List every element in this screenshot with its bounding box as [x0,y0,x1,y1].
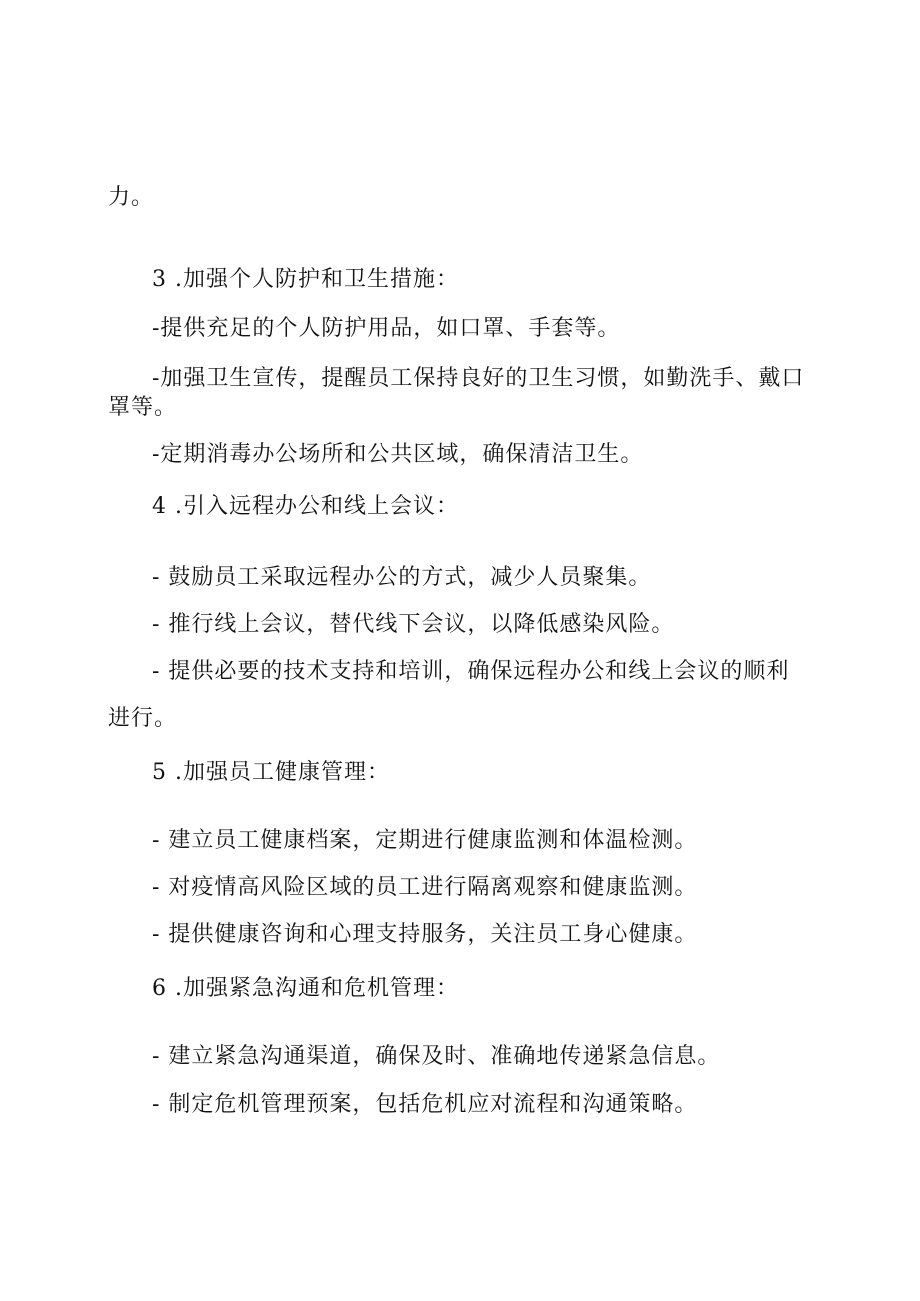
section-3-item-1: -提供充足的个人防护用品，如口罩、手套等。 [152,316,621,341]
section-6-item-1: - 建立紧急沟通渠道，确保及时、准确地传递紧急信息。 [152,1044,721,1069]
section-3-item-2: -加强卫生宣传，提醒员工保持良好的卫生习惯，如勤洗手、戴口 [152,366,805,391]
section-5-item-1: - 建立员工健康档案，定期进行健康监测和体温检测。 [152,828,698,853]
section-4-item-3-cont: 进行。 [108,706,178,731]
section-5-item-3: - 提供健康咨询和心理支持服务，关注员工身心健康。 [152,922,698,947]
section-3-item-3: -定期消毒办公场所和公共区域，确保清洁卫生。 [152,442,644,467]
section-6-heading: 6 .加强紧急沟通和危机管理： [152,976,459,1001]
section-4-heading: 4 .引入远程办公和线上会议： [152,494,459,519]
section-3-item-2-cont: 罩等。 [108,395,178,420]
continuation-text: 力。 [108,185,155,210]
section-3-heading: 3 .加强个人防护和卫生措施： [152,267,459,292]
section-4-item-3: - 提供必要的技术支持和培训，确保远程办公和线上会议的顺利 [152,659,790,684]
section-5-heading: 5 .加强员工健康管理： [152,760,390,785]
section-6-item-2: - 制定危机管理预案，包括危机应对流程和沟通策略。 [152,1092,698,1117]
section-4-item-2: - 推行线上会议，替代线下会议，以降低感染风险。 [152,612,675,637]
section-4-item-1: - 鼓励员工采取远程办公的方式，减少人员聚集。 [152,565,652,590]
section-5-item-2: - 对疫情高风险区域的员工进行隔离观察和健康监测。 [152,875,698,900]
